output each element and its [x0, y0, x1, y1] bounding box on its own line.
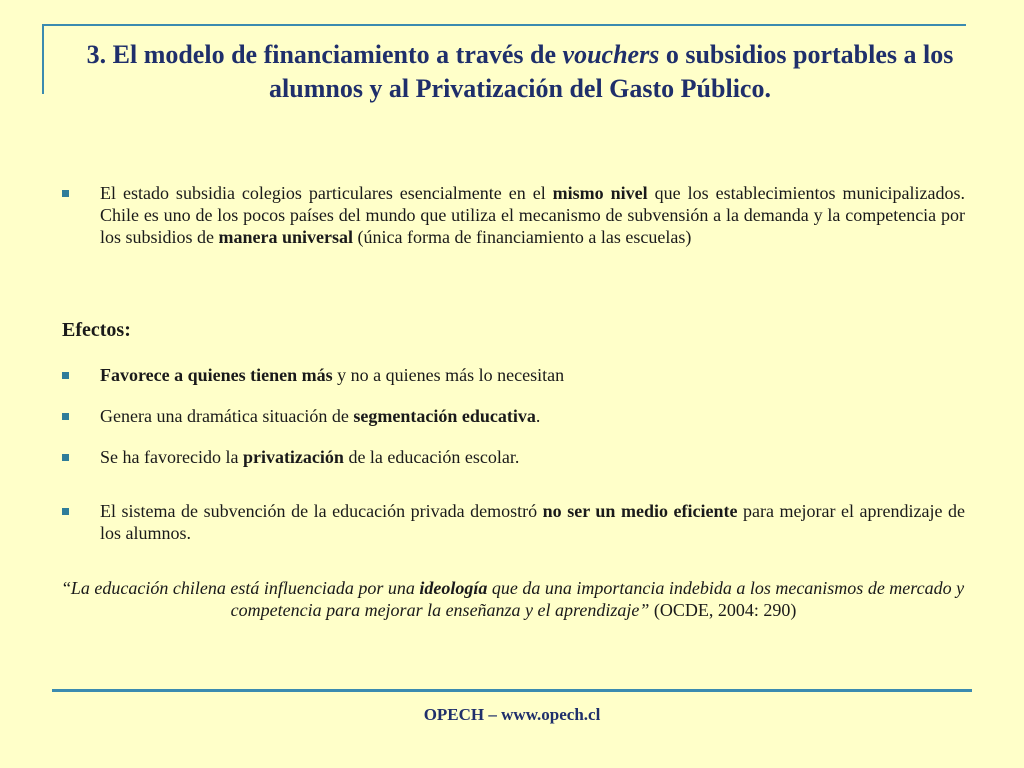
bullet-marker-icon — [62, 190, 69, 197]
footer-divider — [52, 689, 972, 692]
title-italic-word: vouchers — [562, 40, 660, 69]
slide-title — [60, 38, 980, 106]
title-frame-left-line — [42, 24, 44, 94]
bullet-text: El estado subsidia colegios particulares esencialmente en el mismo nivel que los establecimientos municipalizados. Chile es uno de los pocos países del mundo que utiliza el mecanismo de subvensión a la demanda y la competencia por los subsidios de manera universal (única forma de financiamiento a las escuelas) — [100, 183, 965, 247]
effect-text: Favorece a quienes tienen más y no a quienes más lo necesitan — [100, 365, 565, 385]
footer-source: OPECH – www.opech.cl — [423, 705, 601, 724]
effects-heading: Efectos: — [62, 319, 131, 341]
bullet-marker-icon — [62, 413, 69, 420]
title-text-part1: 3. El modelo de financiamiento a través de — [86, 40, 563, 69]
bullet-marker-icon — [62, 508, 69, 515]
title-text-part2: o subsidios portables a los alumnos y al Privatización del Gasto Público. — [269, 40, 954, 103]
title-frame-top-line — [42, 24, 966, 26]
bullet-marker-icon — [62, 372, 69, 379]
effect-text: Se ha favorecido la privatización de la educación escolar. — [100, 447, 520, 467]
ocde-quote: “La educación chilena está influenciada por una ideología que da una importancia indebida a los mecanismos de mercado y competencia para mejorar la enseñanza y el aprendizaje” (OCDE, 2004: 290) — [62, 578, 965, 620]
effect-text: Genera una dramática situación de segmentación educativa. — [100, 406, 541, 426]
effect-text: El sistema de subvención de la educación privada demostró no ser un medio eficiente para mejorar el aprendizaje de los alumnos. — [100, 501, 965, 543]
bullet-marker-icon — [62, 454, 69, 461]
quote-citation: (OCDE, 2004: 290) — [649, 600, 797, 620]
